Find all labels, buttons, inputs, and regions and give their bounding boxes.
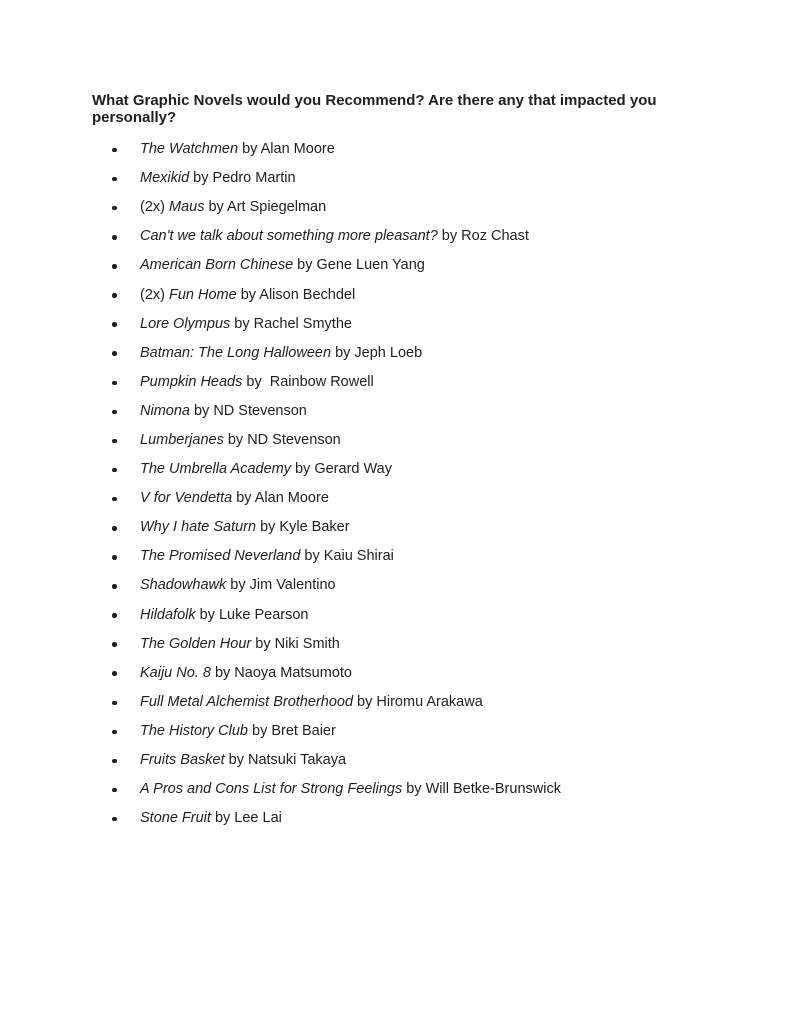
bullet-icon [112, 671, 117, 676]
list-item [92, 310, 721, 339]
book-title: Stone Fruit [140, 810, 211, 827]
book-title: Can't we talk about something more pleasant? [140, 228, 438, 245]
list-item [92, 513, 721, 542]
bullet-icon [112, 497, 117, 502]
list-item-text [140, 781, 561, 798]
author-text: by Rainbow Rowell [242, 373, 374, 390]
list-item [92, 746, 721, 775]
book-title: Lumberjanes [140, 431, 224, 448]
question-heading: What Graphic Novels would you Recommend? Are there any that impacted you personally? [92, 92, 661, 126]
author-text: by Pedro Martin [189, 170, 296, 187]
list-item [92, 484, 721, 513]
list-item-text [140, 345, 422, 362]
author-text: by Naoya Matsumoto [210, 664, 352, 681]
book-title: The History Club [140, 722, 248, 739]
list-item [92, 775, 721, 804]
list-item [92, 280, 721, 309]
list-item [92, 164, 721, 193]
author-text: by Gene Luen Yang [293, 257, 425, 274]
bullet-icon [112, 642, 117, 647]
list-item-text [140, 723, 336, 740]
list-item-text [140, 636, 340, 653]
list-item-text [140, 257, 425, 274]
list-item-text [140, 694, 483, 711]
author-text: by ND Stevenson [189, 402, 307, 419]
bullet-icon [112, 468, 117, 473]
list-item-text [140, 316, 352, 333]
bullet-icon [112, 293, 117, 298]
list-item-text [140, 170, 296, 187]
book-title: Nimona [140, 402, 190, 419]
bullet-icon [112, 322, 117, 327]
book-title: The Umbrella Academy [140, 461, 291, 478]
author-text: by Hiromu Arakawa [353, 693, 483, 710]
list-item-text [140, 577, 336, 594]
list-item [92, 455, 721, 484]
author-text: by Luke Pearson [195, 606, 309, 623]
book-title: Fun Home [169, 286, 237, 303]
list-item [92, 717, 721, 746]
book-title: Shadowhawk [140, 577, 227, 594]
author-text: by ND Stevenson [223, 431, 341, 448]
author-text: by Bret Baier [247, 722, 336, 739]
book-title: The Golden Hour [140, 635, 252, 652]
book-title: Maus [169, 199, 205, 216]
list-item-text [140, 607, 308, 624]
book-title: The Promised Neverland [140, 548, 301, 565]
list-item [92, 804, 721, 833]
bullet-icon [112, 439, 117, 444]
author-text: by Roz Chast [437, 228, 529, 245]
bullet-icon [112, 555, 117, 560]
bullet-icon [112, 788, 117, 793]
list-item [92, 542, 721, 571]
count-prefix: (2x) [140, 286, 169, 303]
list-item-text [140, 374, 374, 391]
list-item-text [140, 665, 352, 682]
list-item-text [140, 490, 329, 507]
bullet-icon [112, 613, 117, 618]
list-item [92, 659, 721, 688]
recommendations-list [92, 135, 721, 833]
list-item-text [140, 403, 307, 420]
author-text: by Art Spiegelman [204, 199, 327, 216]
author-text: by Alison Bechdel [236, 286, 356, 303]
list-item [92, 339, 721, 368]
book-title: Hildafolk [140, 606, 196, 623]
bullet-icon [112, 526, 117, 531]
list-item-text [140, 548, 394, 565]
book-title: Mexikid [140, 170, 190, 187]
list-item [92, 688, 721, 717]
list-item-text [140, 752, 346, 769]
count-prefix: (2x) [140, 199, 169, 216]
author-text: by Natsuki Takaya [224, 752, 347, 769]
book-title: V for Vendetta [140, 490, 233, 507]
list-item [92, 193, 721, 222]
list-item-text [140, 432, 341, 449]
list-item [92, 397, 721, 426]
book-title: American Born Chinese [140, 257, 294, 274]
list-item-text [140, 199, 326, 216]
book-title: Pumpkin Heads [140, 373, 243, 390]
bullet-icon [112, 817, 117, 822]
bullet-icon [112, 701, 117, 706]
bullet-icon [112, 148, 117, 153]
author-text: by Alan Moore [232, 490, 329, 507]
book-title: Full Metal Alchemist Brotherhood [140, 693, 354, 710]
book-title: Lore Olympus [140, 315, 231, 332]
list-item-text [140, 810, 282, 827]
bullet-icon [112, 730, 117, 735]
author-text: by Kaiu Shirai [300, 548, 394, 565]
book-title: Kaiju No. 8 [140, 664, 211, 681]
book-title: Fruits Basket [140, 752, 225, 769]
list-item [92, 135, 721, 164]
bullet-icon [112, 759, 117, 764]
bullet-icon [112, 264, 117, 269]
bullet-icon [112, 351, 117, 356]
author-text: by Will Betke-Brunswick [402, 781, 561, 798]
list-item-text [140, 287, 355, 304]
book-title: Batman: The Long Halloween [140, 344, 332, 361]
author-text: by Rachel Smythe [230, 315, 352, 332]
bullet-icon [112, 177, 117, 182]
author-text: by Jim Valentino [226, 577, 336, 594]
list-item-text [140, 461, 392, 478]
list-item-text [140, 141, 335, 158]
book-title: The Watchmen [140, 141, 239, 158]
bullet-icon [112, 235, 117, 240]
bullet-icon [112, 584, 117, 589]
list-item [92, 426, 721, 455]
author-text: by Lee Lai [210, 810, 282, 827]
author-text: by Gerard Way [290, 461, 392, 478]
book-title: A Pros and Cons List for Strong Feelings [140, 781, 403, 798]
author-text: by Alan Moore [238, 141, 335, 158]
list-item [92, 368, 721, 397]
author-text: by Jeph Loeb [331, 344, 423, 361]
bullet-icon [112, 206, 117, 211]
list-item-text [140, 228, 529, 245]
bullet-icon [112, 381, 117, 386]
author-text: by Kyle Baker [256, 519, 350, 536]
bullet-icon [112, 410, 117, 415]
list-item [92, 571, 721, 600]
list-item [92, 251, 721, 280]
list-item [92, 222, 721, 251]
author-text: by Niki Smith [251, 635, 340, 652]
book-title: Why I hate Saturn [140, 519, 257, 536]
list-item [92, 630, 721, 659]
list-item-text [140, 519, 350, 536]
list-item [92, 601, 721, 630]
